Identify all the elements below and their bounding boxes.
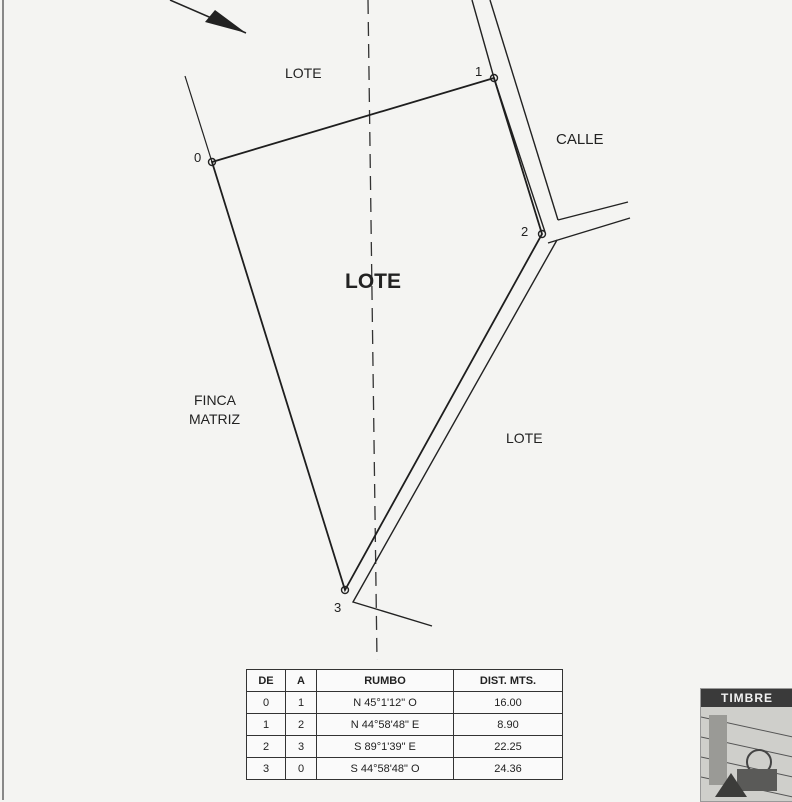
calle-edges — [472, 0, 630, 243]
cell-dist: 16.00 — [454, 692, 563, 714]
stamp-seal — [701, 707, 792, 801]
cell-a: 0 — [286, 758, 317, 780]
cell-rumbo: S 44°58'48" O — [317, 758, 454, 780]
seal-icon — [701, 707, 792, 801]
label-lote-center: LOTE — [345, 270, 401, 293]
table-row — [247, 758, 563, 780]
cell-a: 1 — [286, 692, 317, 714]
timbre-stamp — [700, 688, 792, 802]
label-lote-top: LOTE — [285, 65, 322, 81]
label-finca-line1: FINCA — [194, 392, 236, 408]
header-de: DE — [247, 670, 286, 692]
label-lote-right: LOTE — [506, 430, 543, 446]
label-calle: CALLE — [556, 131, 604, 148]
cell-dist: 24.36 — [454, 758, 563, 780]
cell-rumbo: N 44°58'48" E — [317, 714, 454, 736]
table-row — [247, 736, 563, 758]
table-header-row — [247, 670, 563, 692]
header-rumbo: RUMBO — [317, 670, 454, 692]
cell-rumbo: N 45°1'12" O — [317, 692, 454, 714]
cell-de: 2 — [247, 736, 286, 758]
cell-a: 3 — [286, 736, 317, 758]
table-row — [247, 714, 563, 736]
lot-polygon — [212, 78, 542, 590]
vertex-label-1: 1 — [475, 64, 483, 79]
cell-de: 3 — [247, 758, 286, 780]
stamp-header: TIMBRE — [701, 689, 792, 707]
cell-dist: 22.25 — [454, 736, 563, 758]
cell-dist: 8.90 — [454, 714, 563, 736]
vertex-label-0: 0 — [194, 150, 202, 165]
vertex-label-2: 2 — [521, 224, 529, 239]
north-arrow-icon — [170, 0, 246, 33]
cell-de: 1 — [247, 714, 286, 736]
header-a: A — [286, 670, 317, 692]
rumbos-table — [246, 669, 563, 780]
cell-rumbo: S 89°1'39" E — [317, 736, 454, 758]
vertex-markers — [209, 75, 546, 594]
label-finca-line2: MATRIZ — [189, 411, 241, 427]
header-dist: DIST. MTS. — [454, 670, 563, 692]
cell-de: 0 — [247, 692, 286, 714]
vertex-label-3: 3 — [334, 600, 342, 615]
cell-a: 2 — [286, 714, 317, 736]
table-row — [247, 692, 563, 714]
